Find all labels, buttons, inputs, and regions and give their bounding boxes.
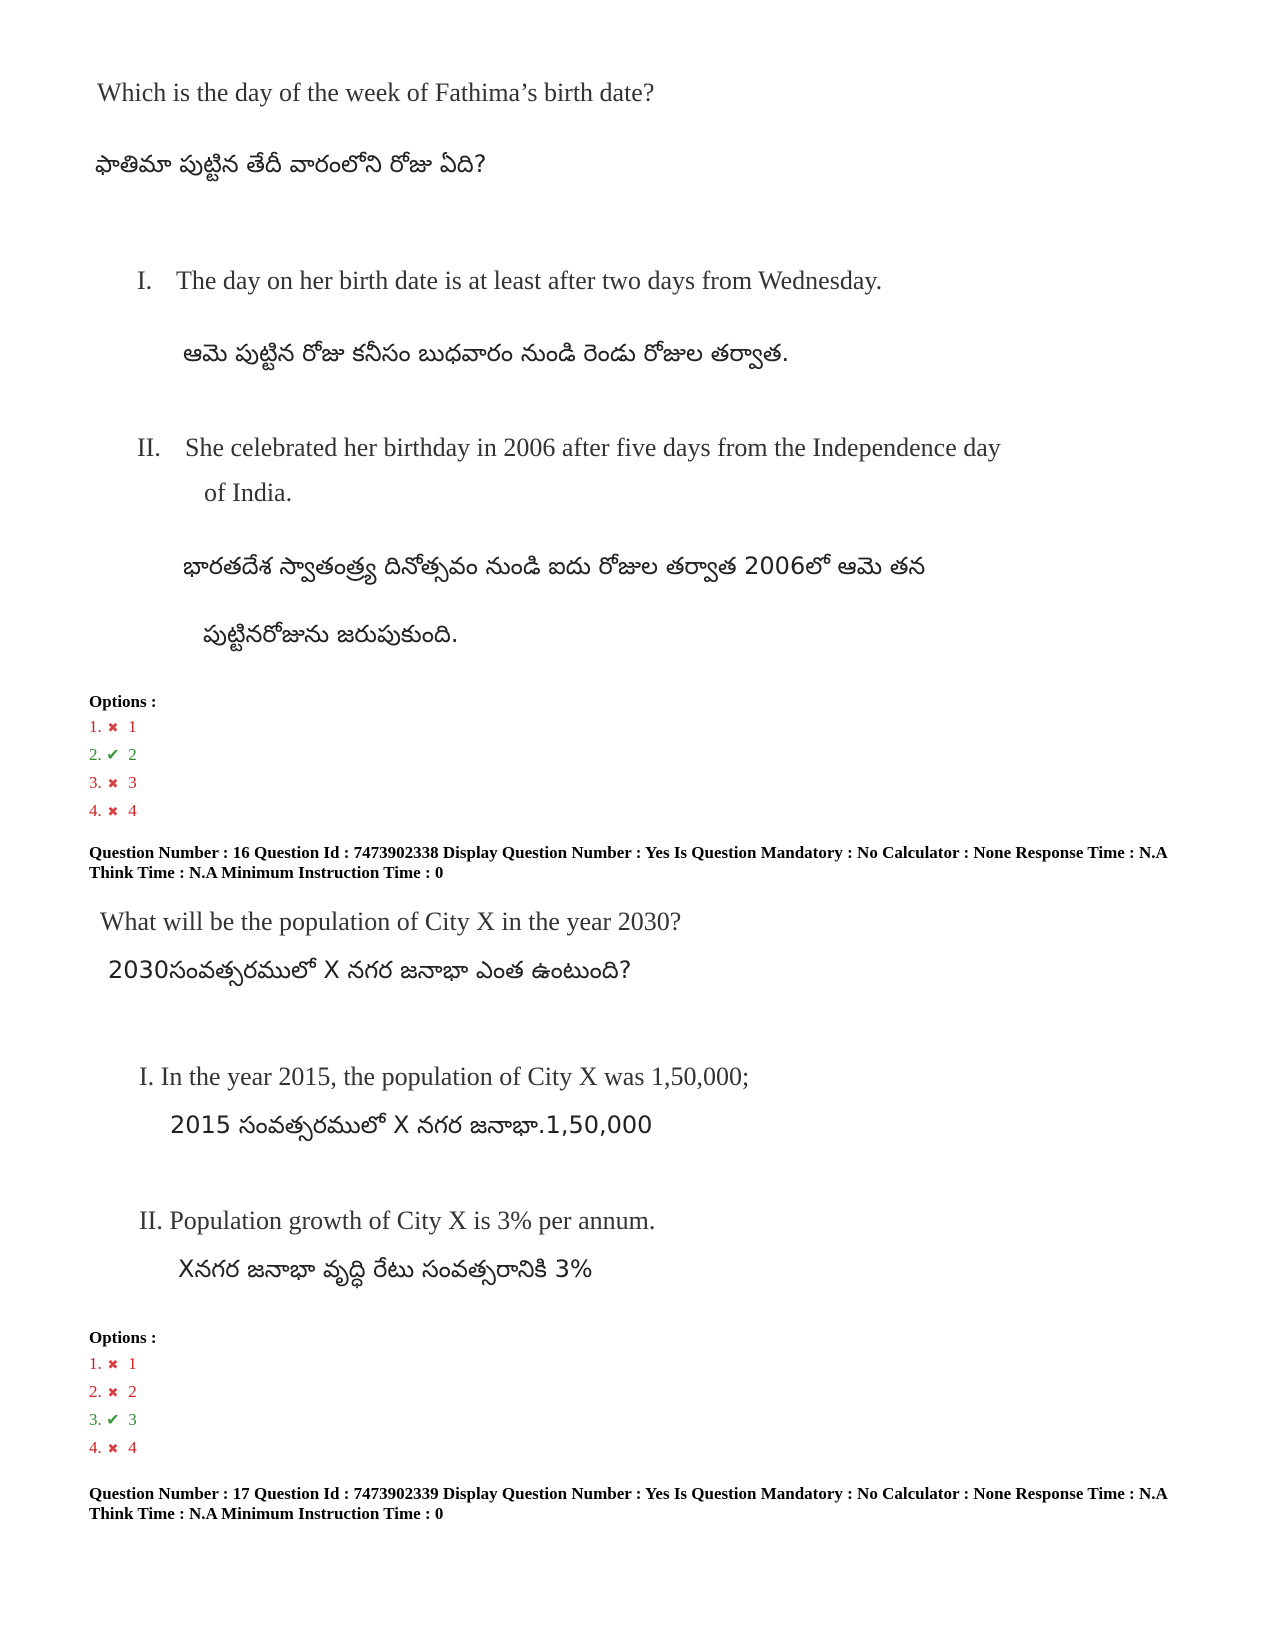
checkmark-icon: ✔ xyxy=(106,747,120,764)
q15-option-3 xyxy=(89,769,137,797)
q15-option-1 xyxy=(89,713,137,741)
q15-question-te: ఫాతిమా పుట్టిన తేదీ వారంలోని రోజు ఏది? xyxy=(95,150,487,178)
question-17-metadata: Question Number : 17 Question Id : 7473902339 Display Question Number : Yes Is Question Mandatory : No Calculator : None Response Time : N.A Think Time : N.A Minimum Instruction Time : 0 xyxy=(89,1484,1167,1523)
q16-option-4 xyxy=(89,1434,137,1462)
q15-stmt1-te: ఆమె పుట్టిన రోజు కనీసం బుధవారం నుండి రెండు రోజుల తర్వాత. xyxy=(183,339,790,367)
cross-icon: ✖ xyxy=(107,1357,119,1372)
checkmark-icon: ✔ xyxy=(106,1412,120,1429)
q15-stmt2-number: II. xyxy=(137,433,161,462)
q16-option-2 xyxy=(89,1378,137,1406)
q15-question-en: Which is the day of the week of Fathima’s birth date? xyxy=(97,78,655,107)
q15-stmt2-en-line2: of India. xyxy=(204,478,293,507)
option-number: 4. xyxy=(89,1438,102,1457)
q16-question-te: 2030సంవత్సరములో X నగర జనాభా ఎంత ఉంటుంది? xyxy=(108,956,632,984)
option-value: 1 xyxy=(128,1354,137,1373)
cross-icon: ✖ xyxy=(107,804,119,819)
cross-icon: ✖ xyxy=(107,1441,119,1456)
option-number: 2. xyxy=(89,1382,102,1401)
q16-options-list xyxy=(89,1350,137,1462)
q15-stmt2-en-line1: She celebrated her birthday in 2006 after five days from the Independence day xyxy=(185,433,1001,462)
option-value: 3 xyxy=(128,1410,137,1429)
option-number: 3. xyxy=(89,1410,102,1429)
q15-stmt1-en: The day on her birth date is at least after two days from Wednesday. xyxy=(176,266,883,295)
q15-options-label: Options : xyxy=(89,692,157,711)
q16-option-3 xyxy=(89,1406,137,1434)
q16-stmt1-te: 2015 సంవత్సరములో X నగర జనాభా.1,50,000 xyxy=(170,1111,653,1139)
option-value: 4 xyxy=(128,1438,137,1457)
option-number: 1. xyxy=(89,717,102,736)
option-number: 2. xyxy=(89,745,102,764)
q15-option-4 xyxy=(89,797,137,825)
q16-stmt1-en: I. In the year 2015, the population of City X was 1,50,000; xyxy=(139,1062,750,1091)
cross-icon: ✖ xyxy=(107,1385,119,1400)
q15-stmt2-te-line2: పుట్టినరోజును జరుపుకుంది. xyxy=(203,620,459,648)
q16-option-1 xyxy=(89,1350,137,1378)
q16-stmt2-te: Xనగర జనాభా వృద్ధి రేటు సంవత్సరానికి 3% xyxy=(178,1255,593,1283)
option-number: 4. xyxy=(89,801,102,820)
q16-question-en: What will be the population of City X in the year 2030? xyxy=(100,907,682,936)
q15-option-2 xyxy=(89,741,137,769)
question-16-metadata: Question Number : 16 Question Id : 7473902338 Display Question Number : Yes Is Question Mandatory : No Calculator : None Response Time : N.A Think Time : N.A Minimum Instruction Time : 0 xyxy=(89,843,1167,882)
cross-icon: ✖ xyxy=(107,720,119,735)
q16-options-label: Options : xyxy=(89,1328,157,1347)
option-value: 4 xyxy=(128,801,137,820)
q15-options-list xyxy=(89,713,137,825)
q16-stmt2-en: II. Population growth of City X is 3% per annum. xyxy=(139,1206,656,1235)
option-value: 1 xyxy=(128,717,137,736)
cross-icon: ✖ xyxy=(107,776,119,791)
option-number: 3. xyxy=(89,773,102,792)
q15-stmt1-number: I. xyxy=(137,266,153,295)
q15-stmt2-te-line1: భారతదేశ స్వాతంత్ర్య దినోత్సవం నుండి ఐదు రోజుల తర్వాత 2006లో ఆమె తన xyxy=(183,552,926,580)
option-value: 2 xyxy=(128,745,137,764)
option-value: 3 xyxy=(128,773,137,792)
option-number: 1. xyxy=(89,1354,102,1373)
option-value: 2 xyxy=(128,1382,137,1401)
